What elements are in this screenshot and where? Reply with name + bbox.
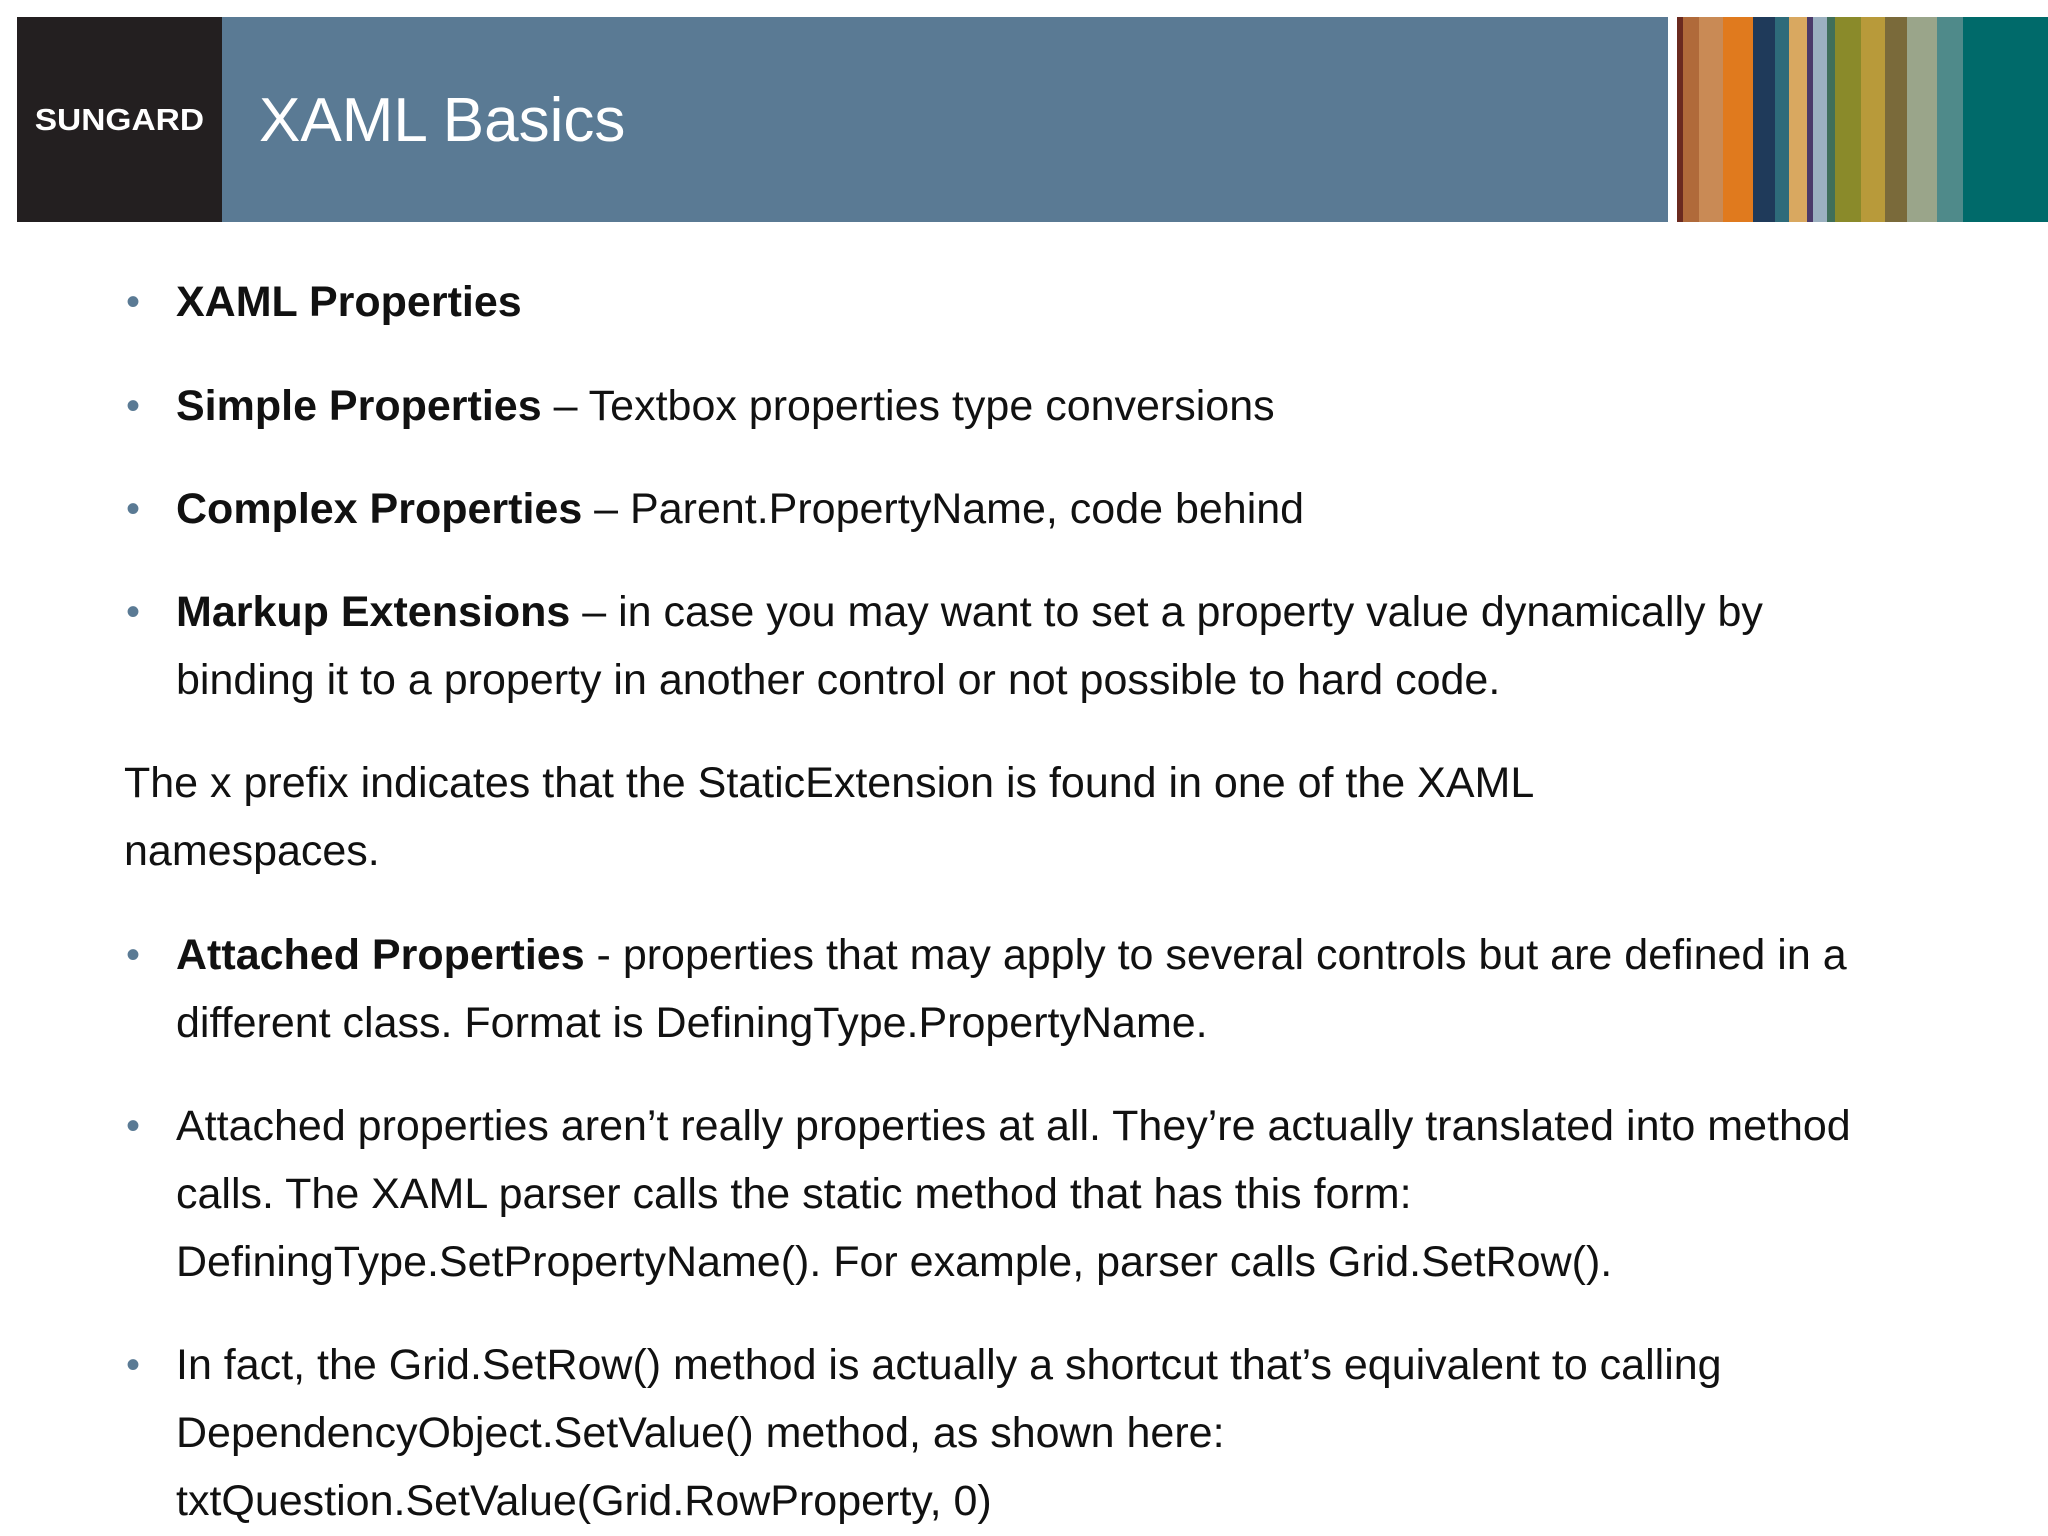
bullet-text-line3: txtQuestion.SetValue(Grid.RowProperty, 0) [176, 1477, 992, 1525]
bullet-text-line3: DefiningType.SetPropertyName(). For example, parser calls Grid.SetRow(). [176, 1238, 1613, 1286]
bullet-markup-extensions [126, 578, 1996, 714]
bullet-bold: Simple Properties [176, 382, 542, 430]
bullet-bold: Markup Extensions [176, 588, 571, 636]
bullet-text-line2: DependencyObject.SetValue() method, as shown here: [176, 1409, 1225, 1457]
bullet-text-line1: In fact, the Grid.SetRow() method is actually a shortcut that’s equivalent to calling [176, 1341, 1722, 1389]
logo-text: SUNGARD [34, 101, 205, 137]
bullet-icon: • [126, 280, 141, 324]
bullet-text: – Textbox properties type conversions [541, 382, 1275, 430]
bullet-text-line1: - properties that may apply to several controls but are defined in a [584, 931, 1847, 979]
bullet-complex-properties [126, 475, 1996, 543]
bullet-attached-properties [126, 921, 1996, 1057]
bullet-text: – Parent.PropertyName, code behind [582, 485, 1305, 533]
bullet-text-line1: – in case you may want to set a property value dynamically by [570, 588, 1763, 636]
bullet-bold: Attached Properties [176, 931, 585, 979]
bullet-icon: • [126, 1343, 141, 1387]
bullet-icon: • [126, 487, 141, 531]
bullet-bold: XAML Properties [176, 278, 522, 326]
bullet-text-line1: Attached properties aren’t really properties at all. They’re actually translated into method [176, 1102, 1851, 1150]
bullet-icon: • [126, 384, 141, 428]
bullet-icon: • [126, 1104, 141, 1148]
bullet-text-line2: different class. Format is DefiningType.PropertyName. [176, 999, 1208, 1047]
bullet-text-line2: binding it to a property in another control or not possible to hard code. [176, 656, 1501, 704]
bullet-icon: • [126, 933, 141, 977]
bullet-text-line2: calls. The XAML parser calls the static method that has this form: [176, 1170, 1412, 1218]
paragraph-line1: The x prefix indicates that the StaticExtension is found in one of the XAML [124, 759, 1535, 807]
slide-title: XAML Basics [259, 86, 626, 155]
bullet-bold: Complex Properties [176, 485, 583, 533]
bullet-icon: • [126, 590, 141, 634]
bullet-attached-method-calls [126, 1092, 1996, 1296]
bullet-xaml-properties [126, 268, 1996, 336]
bullet-simple-properties [126, 372, 1996, 440]
bullet-grid-setrow [126, 1331, 1996, 1535]
paragraph-line2: namespaces. [124, 827, 380, 875]
x-prefix-paragraph [124, 749, 1984, 885]
